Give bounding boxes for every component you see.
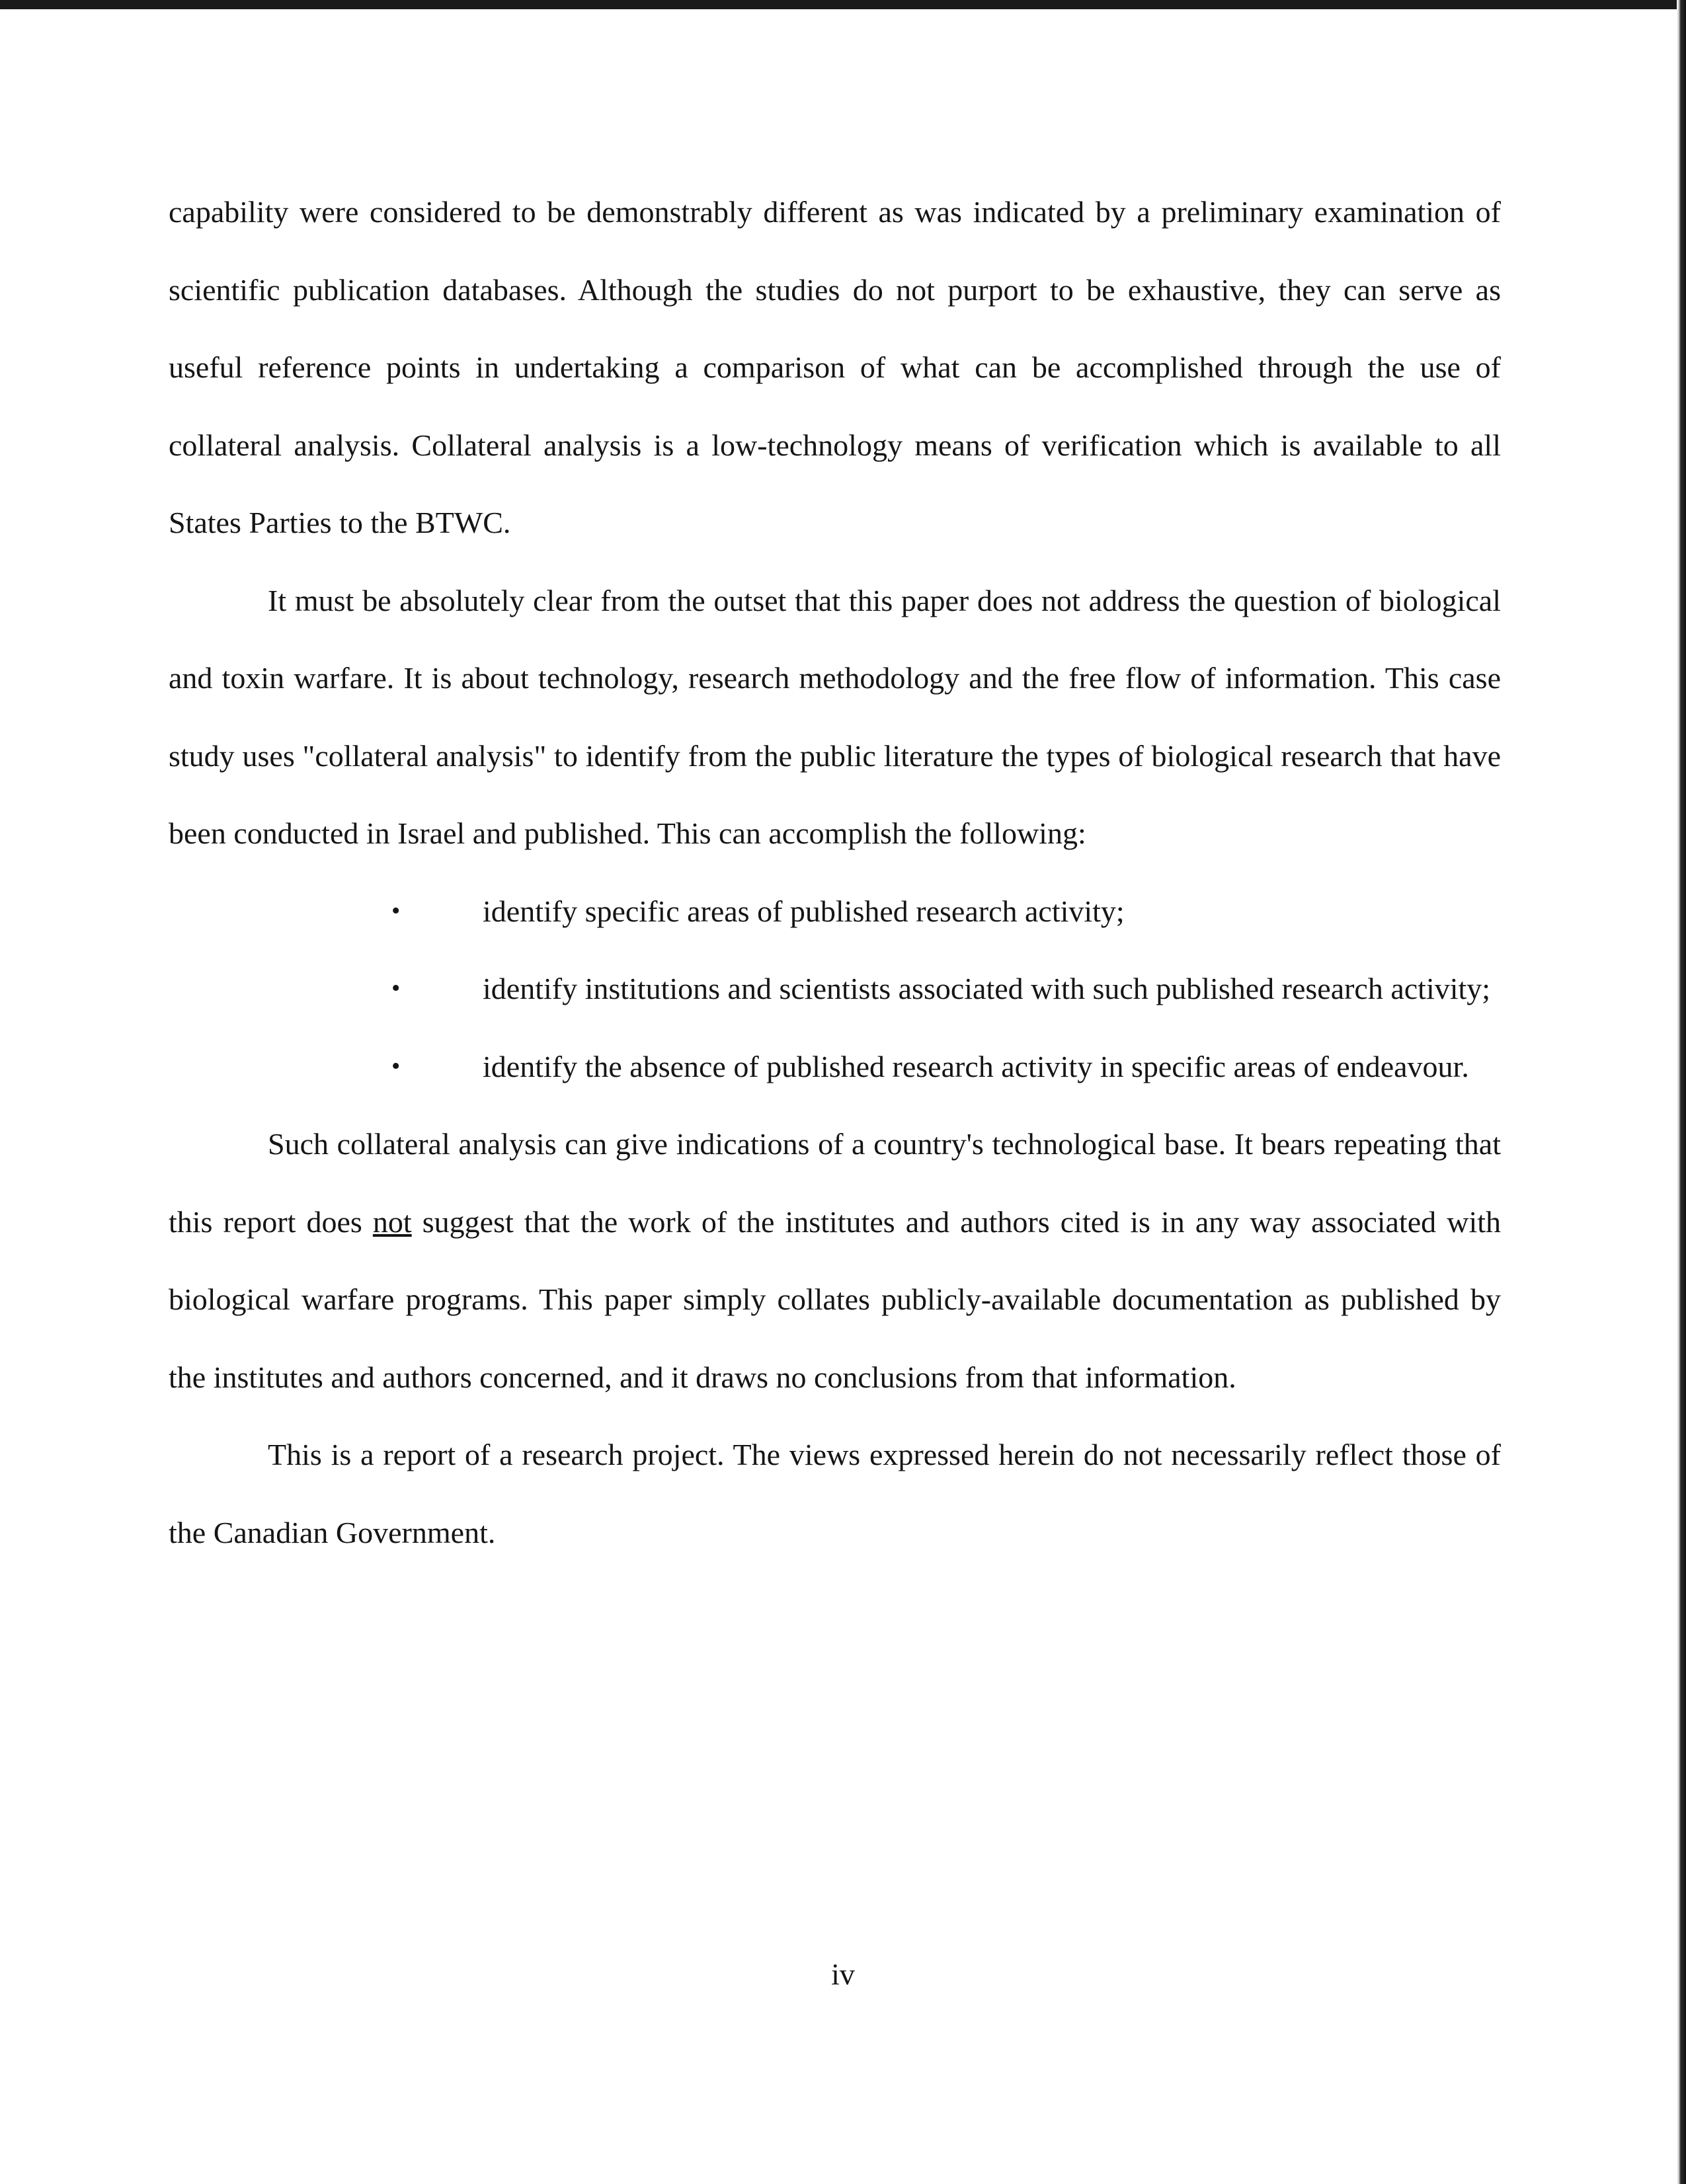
scan-right-edge: [1677, 0, 1686, 2184]
list-item: [391, 950, 1501, 1028]
list-item-text: identify the absence of published research activity in specific areas of endeavour.: [483, 1049, 1469, 1083]
list-item-text: identify institutions and scientists associated with such published research activity;: [483, 972, 1491, 1005]
list-item: [391, 873, 1501, 951]
disclaimer-text-start: Such collateral analysis can give indications of a country's technological base. It bears repeating that this report does: [169, 1127, 1501, 1239]
paragraph-government-views: This is a report of a research project. The views expressed herein do not necessarily reflect those of the Canadian Government.: [169, 1438, 1501, 1549]
scan-top-edge: [0, 0, 1686, 9]
accomplishments-list: [169, 873, 1501, 1106]
paragraph-collateral-analysis-intro: capability were considered to be demonstrably different as was indicated by a preliminary examination of scientific publication databases. Although the studies do not purport to be exhaustive, they can serve as useful reference points in undertaking a comparison of what can be accomplished through the use of collateral analysis. Collateral analysis is a low-technology means of verification which is available to all States Parties to the BTWC.: [169, 195, 1501, 539]
paragraph-scope-statement: It must be absolutely clear from the outset that this paper does not address the question of biological and toxin warfare. It is about technology, research methodology and the free flow of information. This case study uses "collateral analysis" to identify from the public literature the types of biological research that have been conducted in Israel and published. This can accomplish the following:: [169, 583, 1501, 850]
list-item: [391, 1028, 1501, 1106]
paragraph-disclaimer: [169, 1105, 1501, 1416]
list-item-text: identify specific areas of published research activity;: [483, 894, 1125, 928]
underlined-emphasis: not: [372, 1204, 412, 1239]
page-number: iv: [831, 1957, 855, 1991]
bullet-icon: •: [391, 1052, 401, 1080]
disclaimer-text-end: suggest that the work of the institutes and authors cited is in any way associated with biological warfare programs. This paper simply collates publicly-available documentation as published by the institutes and authors concerned, and it draws no conclusions from that information.: [169, 1204, 1501, 1394]
bullet-icon: •: [391, 974, 401, 1002]
page-body: [169, 173, 1501, 1571]
bullet-icon: •: [391, 896, 401, 925]
